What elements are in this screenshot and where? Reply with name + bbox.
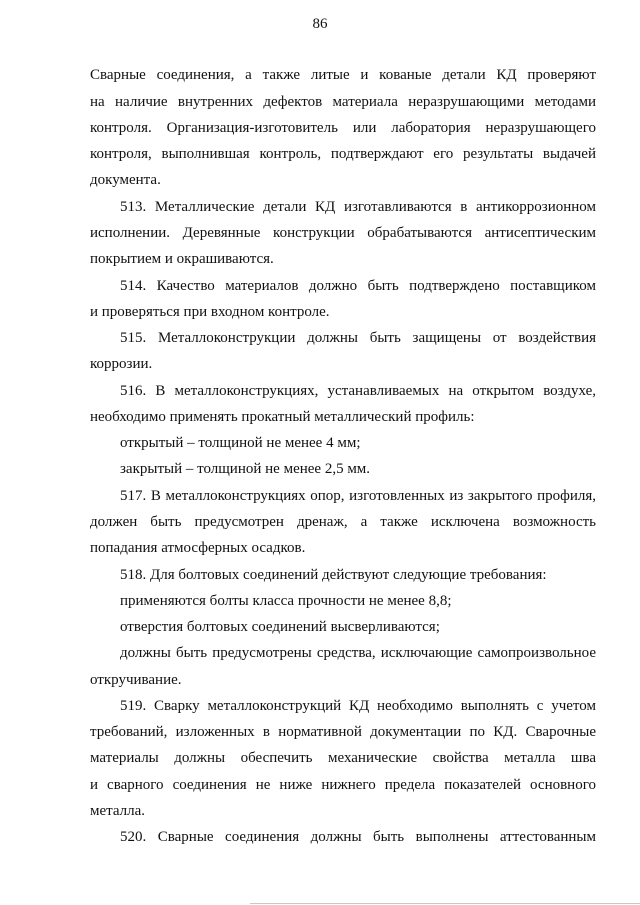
scan-edge-divider xyxy=(250,903,640,904)
paragraph-line: документа. xyxy=(90,172,161,188)
paragraph-line: коррозии. xyxy=(90,356,153,372)
list-item: закрытый – толщиной не менее 2,5 мм. xyxy=(120,461,371,477)
paragraph-518-start: 518. Для болтовых соединений действуют следующие требования: xyxy=(120,567,547,583)
paragraph-line: и проверяться при входном контроле. xyxy=(90,304,330,320)
paragraph-line: контроля. Организация-изготовитель или лаборатория неразрушающего xyxy=(90,120,596,136)
paragraph-line: исполнении. Деревянные конструкции обрабатываются антисептическим xyxy=(90,225,596,241)
paragraph-line: попадания атмосферных осадков. xyxy=(90,540,306,556)
paragraph-line: необходимо применять прокатный металлический профиль: xyxy=(90,409,475,425)
paragraph-line: материалы должны обеспечить механические свойства металла шва xyxy=(90,750,596,766)
list-item: должны быть предусмотрены средства, исключающие самопроизвольное xyxy=(120,645,596,661)
paragraph-515-start: 515. Металлоконструкции должны быть защищены от воздействия xyxy=(120,330,596,346)
paragraph-line: должен быть предусмотрен дренаж, а также исключена возможность xyxy=(90,514,596,530)
paragraph-line: металла. xyxy=(90,803,146,819)
paragraph-line: покрытием и окрашиваются. xyxy=(90,251,274,267)
paragraph-line: и сварного соединения не ниже нижнего предела показателей основного xyxy=(90,777,596,793)
paragraph-513-start: 513. Металлические детали КД изготавливаются в антикоррозионном xyxy=(120,199,596,215)
paragraph-line: на наличие внутренних дефектов материала неразрушающими методами xyxy=(90,94,596,110)
list-item: отверстия болтовых соединений высверливаются; xyxy=(120,619,440,635)
paragraph-514-start: 514. Качество материалов должно быть подтверждено поставщиком xyxy=(120,278,596,294)
paragraph-516-start: 516. В металлоконструкциях, устанавливаемых на открытом воздухе, xyxy=(120,383,596,399)
page-number: 86 xyxy=(312,16,328,32)
list-item: применяются болты класса прочности не менее 8,8; xyxy=(120,593,452,609)
list-item: открытый – толщиной не менее 4 мм; xyxy=(120,435,361,451)
paragraph-line: требований, изложенных в нормативной документации по КД. Сварочные xyxy=(90,724,596,740)
paragraph-519-start: 519. Сварку металлоконструкций КД необходимо выполнять с учетом xyxy=(120,698,596,714)
paragraph-line: Сварные соединения, а также литые и кованые детали КД проверяют xyxy=(90,67,596,83)
paragraph-line: контроля, выполнившая контроль, подтверждают его результаты выдачей xyxy=(90,146,596,162)
paragraph-517-start: 517. В металлоконструкциях опор, изготовленных из закрытого профиля, xyxy=(120,488,596,504)
paragraph-520-start: 520. Сварные соединения должны быть выполнены аттестованным xyxy=(120,829,596,845)
paragraph-line: откручивание. xyxy=(90,672,182,688)
